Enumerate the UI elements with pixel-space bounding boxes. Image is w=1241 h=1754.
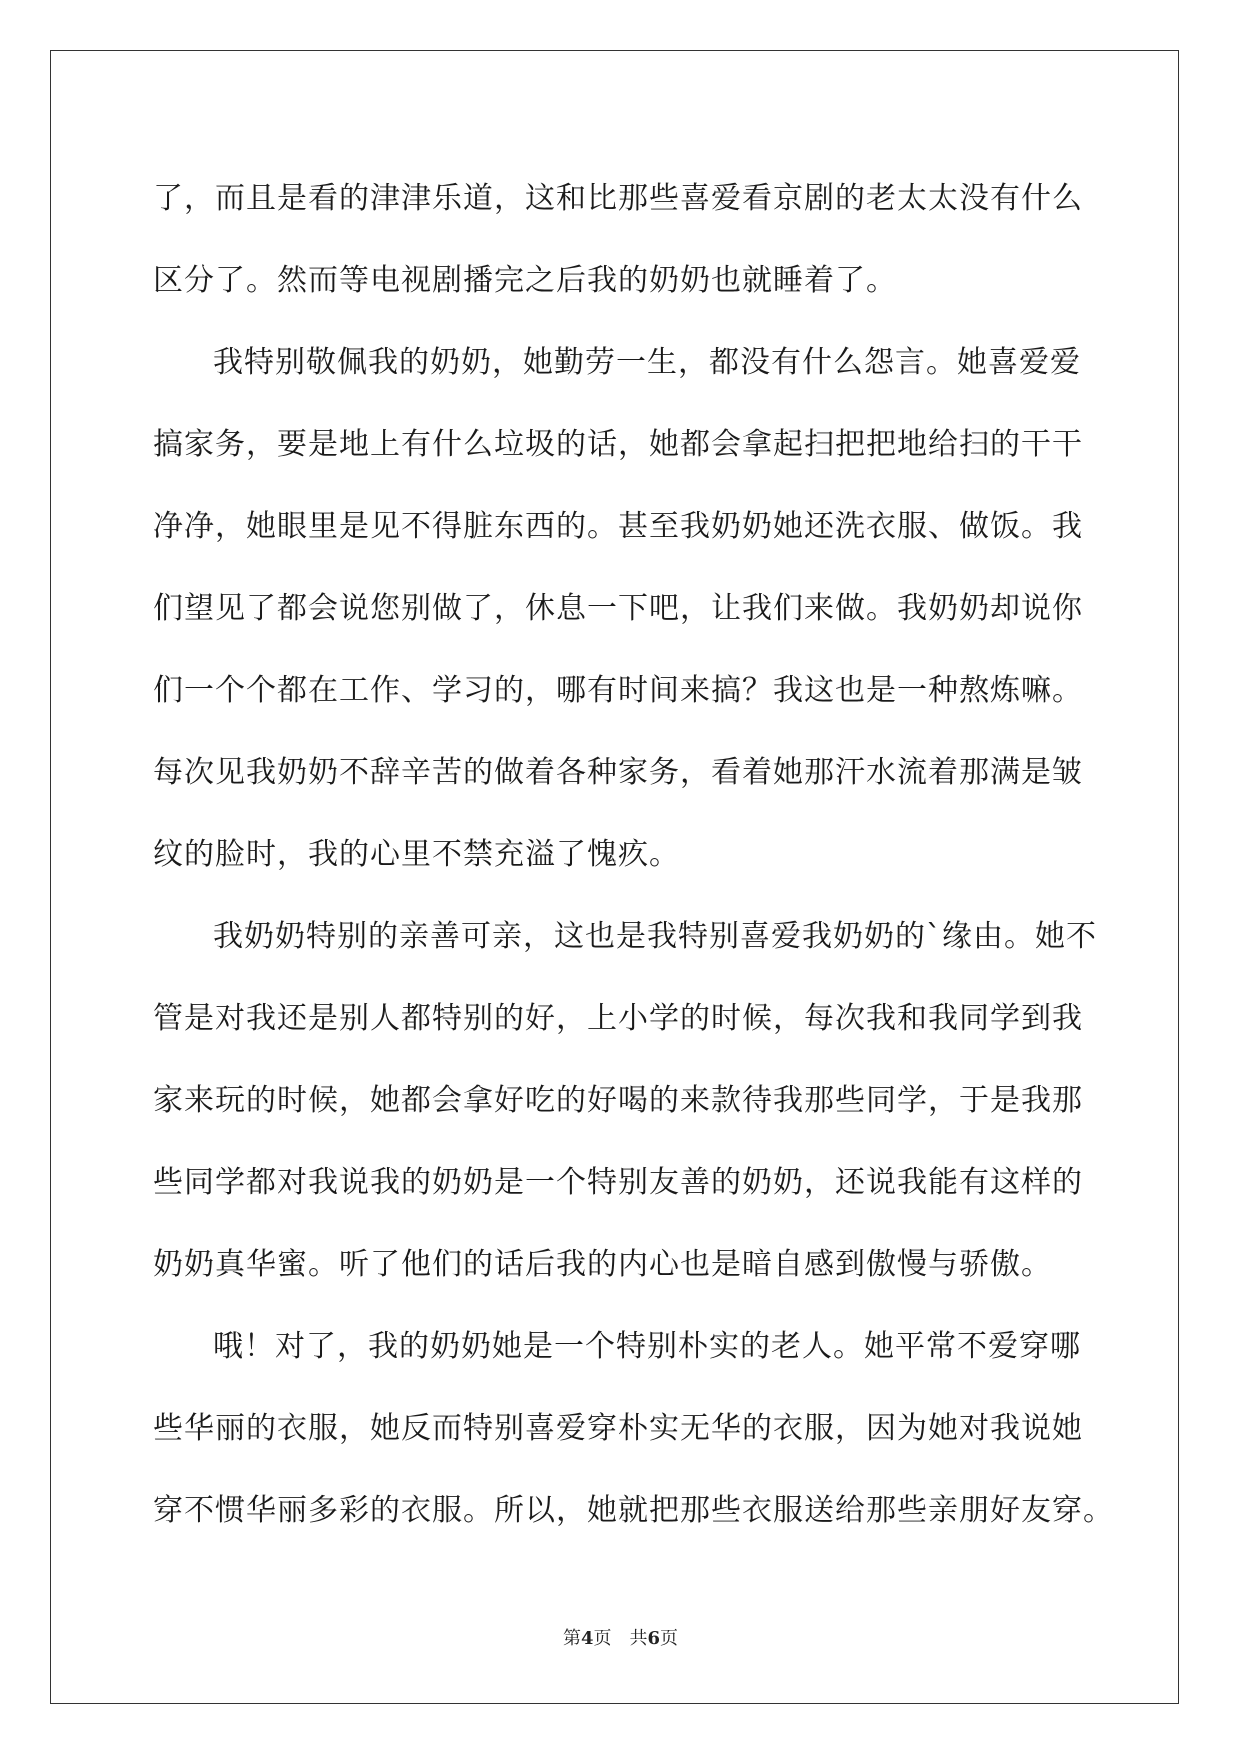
footer-page-unit: 页 <box>593 1628 612 1649</box>
text-line: 穿不惯华丽多彩的衣服。所以，她就把那些衣服送给那些亲朋好友穿。 <box>153 1493 1114 1528</box>
page-footer <box>0 1624 1241 1650</box>
text-line: 们望见了都会说您别做了，休息一下吧，让我们来做。我奶奶却说你 <box>153 591 1083 626</box>
text-line: 些华丽的衣服，她反而特别喜爱穿朴实无华的衣服，因为她对我说她 <box>153 1411 1083 1446</box>
text-line: 些同学都对我说我的奶奶是一个特别友善的奶奶，还说我能有这样的 <box>153 1165 1083 1200</box>
text-line: 搞家务，要是地上有什么垃圾的话，她都会拿起扫把把地给扫的干干 <box>153 427 1083 462</box>
text-line: 区分了。然而等电视剧播完之后我的奶奶也就睡着了。 <box>153 263 897 298</box>
text-line: 们一个个都在工作、学习的，哪有时间来搞？我这也是一种熬炼嘛。 <box>153 673 1083 708</box>
text-line: 家来玩的时候，她都会拿好吃的好喝的来款待我那些同学，于是我那 <box>153 1083 1083 1118</box>
current-page-number: 4 <box>580 1628 594 1649</box>
total-page-number: 6 <box>647 1628 661 1649</box>
text-line: 每次见我奶奶不辞辛苦的做着各种家务，看着她那汗水流着那满是皱 <box>153 755 1083 790</box>
body-text <box>153 158 1114 1552</box>
paragraph-start-line: 哦！对了，我的奶奶她是一个特别朴实的老人。她平常不爱穿哪 <box>213 1329 1081 1364</box>
text-line: 管是对我还是别人都特别的好，上小学的时候，每次我和我同学到我 <box>153 1001 1083 1036</box>
paragraph-start-line: 我特别敬佩我的奶奶，她勤劳一生，都没有什么怨言。她喜爱爱 <box>213 345 1081 380</box>
text-line: 纹的脸时，我的心里不禁充溢了愧疚。 <box>153 837 680 872</box>
footer-total-unit: 页 <box>660 1628 679 1649</box>
paragraph-start-line: 我奶奶特别的亲善可亲，这也是我特别喜爱我奶奶的`缘由。她不 <box>213 919 1097 954</box>
footer-prefix: 第 <box>562 1628 581 1649</box>
text-line: 奶奶真华蜜。听了他们的话后我的内心也是暗自感到傲慢与骄傲。 <box>153 1247 1052 1282</box>
text-line: 净净，她眼里是见不得脏东西的。甚至我奶奶她还洗衣服、做饭。我 <box>153 509 1083 544</box>
footer-total-prefix: 共 <box>629 1628 648 1649</box>
text-line: 了，而且是看的津津乐道，这和比那些喜爱看京剧的老太太没有什么 <box>153 181 1083 216</box>
